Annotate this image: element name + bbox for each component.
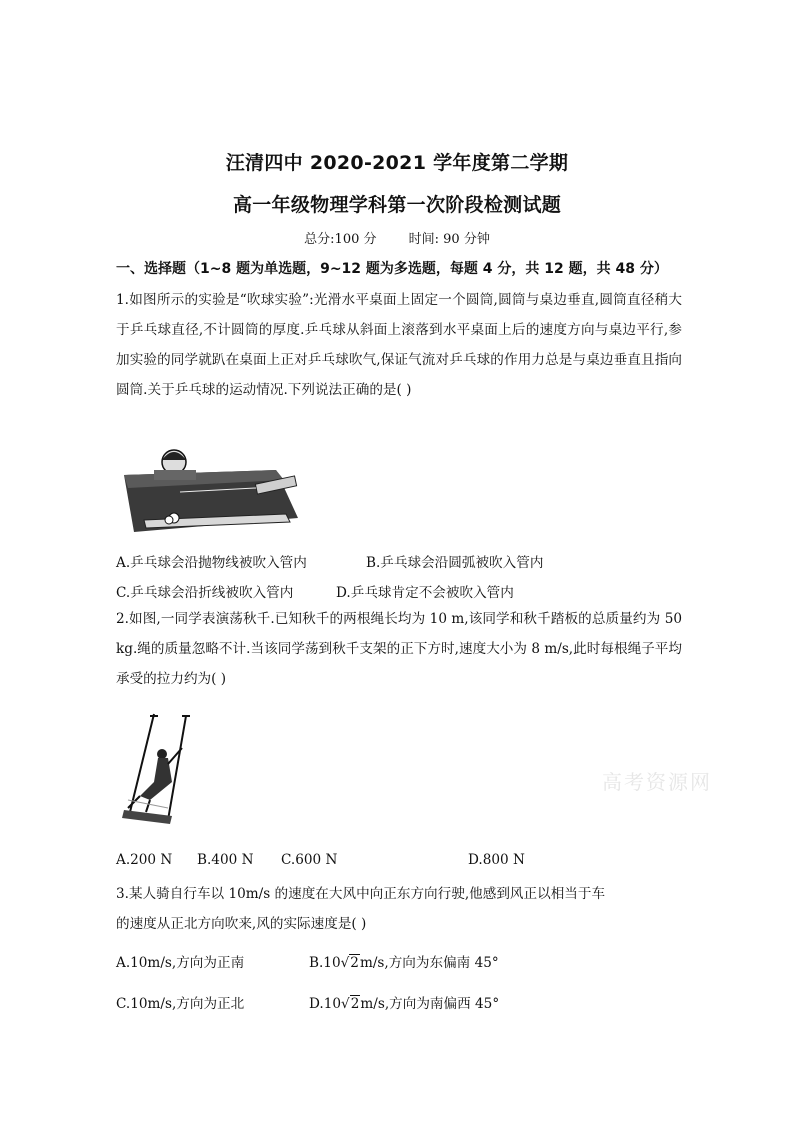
q1-option-a[interactable]: A.乒乓球会沿抛物线被吹入管内 [116,555,307,571]
q2-option-c[interactable]: C.600 N [281,852,338,868]
exam-title-line2: 高一年级物理学科第一次阶段检测试题 [232,194,562,216]
swing-figure [110,712,200,836]
question-3-stem-line1: 3.某人骑自行车以 10m/s 的速度在大风中向正东方向行驶,他感到风正以相当于车 [116,886,606,902]
q3-option-b-suffix: m/s,方向为东偏南 45° [359,955,499,971]
watermark: 高考资源网 [602,770,712,794]
question-1-stem: 1.如图所示的实验是“吹球实验”:光滑水平桌面上固定一个圆筒,圆筒与桌边垂直,圆筒直径稍大于乒乓球直径,不计圆筒的厚度.乒乓球从斜面上滚落到水平桌面上后的速度方向与桌边平行,参加实验的同学就趴在桌面上正对乒乓球吹气,保证气流对乒乓球的作用力总是与桌边垂直且指向圆筒.关于乒乓球的运动情况.下列说法正确的是( ) [116,292,682,398]
question-3-stem-line2: 的速度从正北方向吹来,风的实际速度是( ) [116,916,367,932]
q3-option-d-suffix: m/s,方向为南偏西 45° [360,996,500,1012]
sqrt-symbol: √2 [341,996,360,1012]
q2-option-b[interactable]: B.400 N [197,852,254,868]
total-score: 总分:100 分 [304,232,377,247]
q1-option-b[interactable]: B.乒乓球会沿圆弧被吹入管内 [366,555,544,571]
exam-meta [0,228,794,247]
q3-option-d[interactable] [309,992,499,1012]
blow-ball-experiment-figure [116,440,306,544]
q3-option-c[interactable]: C.10m/s,方向为正北 [116,996,245,1012]
q2-option-a[interactable]: A.200 N [116,852,173,868]
q1-option-d[interactable]: D.乒乓球肯定不会被吹入管内 [336,585,514,601]
q2-option-d[interactable]: D.800 N [468,852,525,868]
time-limit: 时间: 90 分钟 [408,232,490,247]
q3-option-b-prefix: B.10 [309,955,341,971]
q3-option-b[interactable] [309,951,499,971]
q3-option-a[interactable]: A.10m/s,方向为正南 [116,955,245,971]
sqrt-symbol: √2 [340,955,359,971]
question-2-stem: 2.如图,一同学表演荡秋千.已知秋千的两根绳长均为 10 m,该同学和秋千踏板的总质量约为 50 kg.绳的质量忽略不计.当该同学荡到秋千支架的正下方时,速度大小为 8 m/s,此时每根绳子平均承受的拉力约为( ) [116,611,682,687]
q1-option-c[interactable]: C.乒乓球会沿折线被吹入管内 [116,585,294,601]
section-heading: 一、选择题（1~8 题为单选题，9~12 题为多选题，每题 4 分，共 12 题，共 48 分） [116,261,668,277]
exam-title-line1: 汪清四中 2020-2021 学年度第二学期 [225,152,569,174]
q3-option-d-prefix: D.10 [309,996,342,1012]
